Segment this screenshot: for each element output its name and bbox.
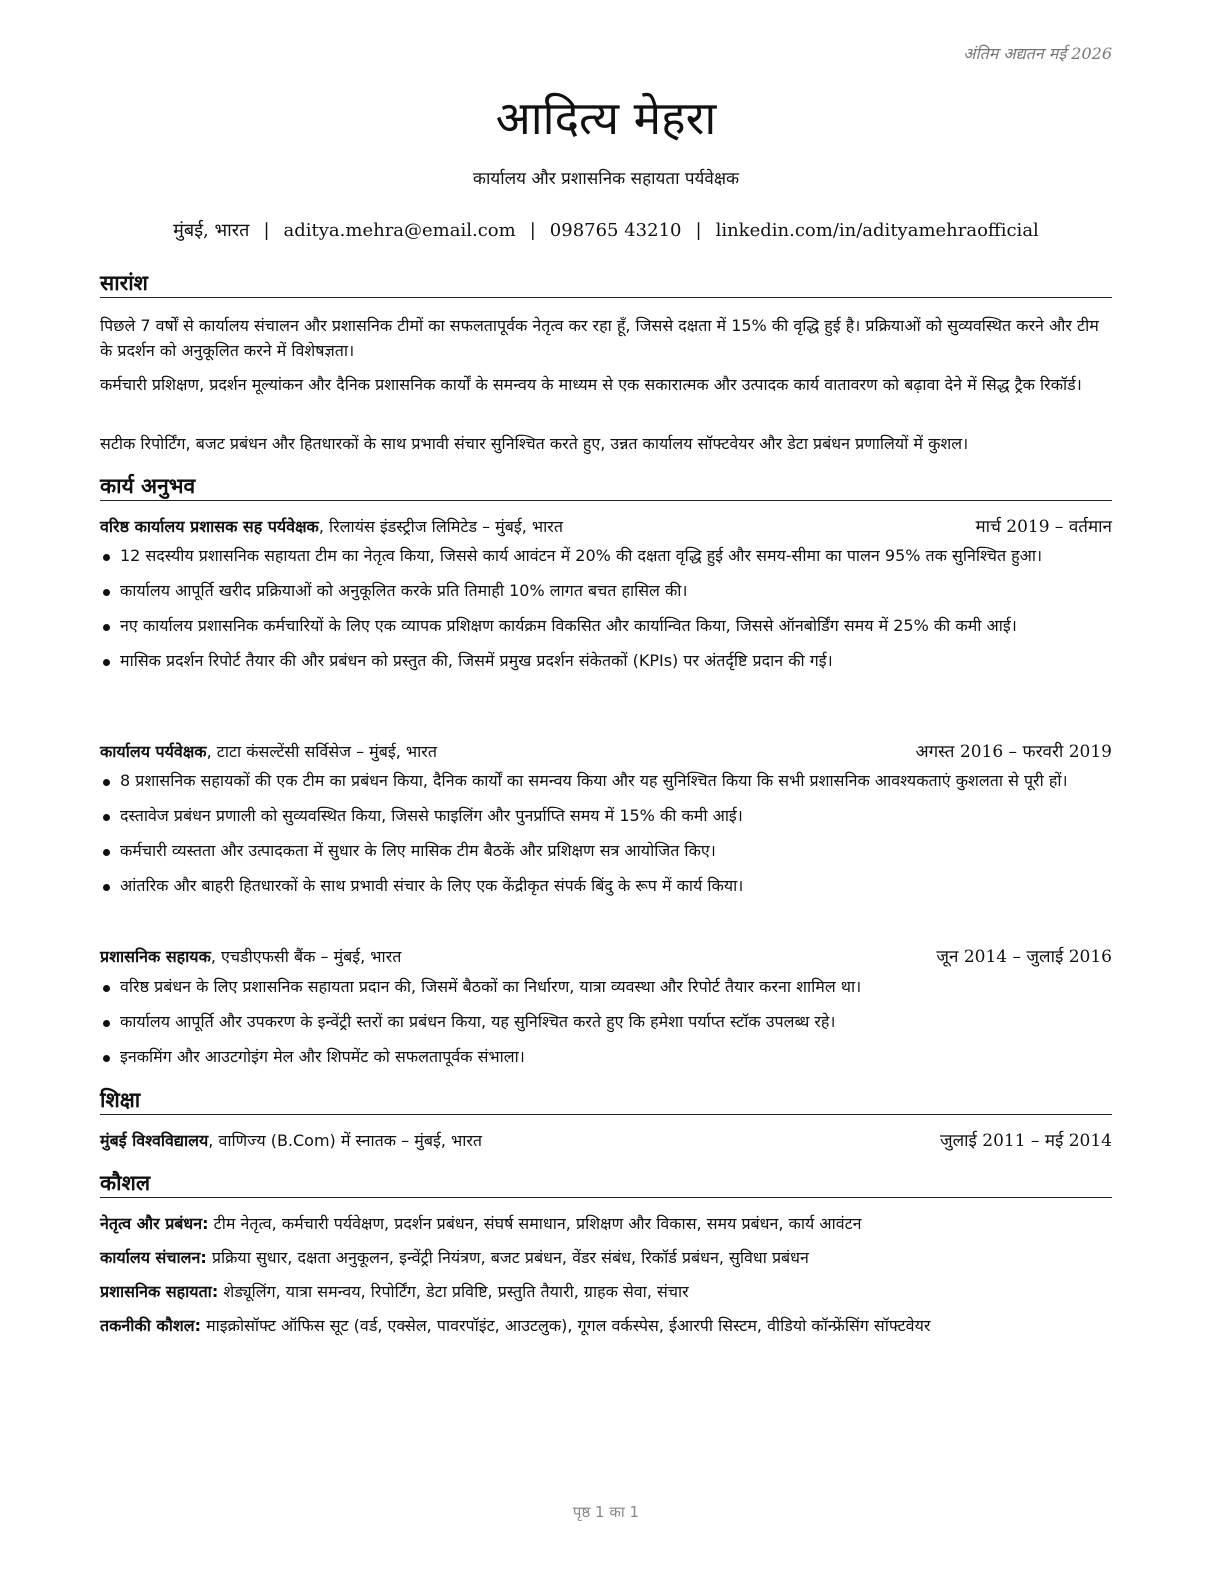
contact-separator: | — [695, 220, 702, 241]
skill-line — [100, 1212, 1112, 1236]
skill-line — [100, 1246, 1112, 1270]
job-bullet: कार्यालय आपूर्ति और उपकरण के इन्वेंट्री स्तरों का प्रबंधन किया, यह सुनिश्चित करते हुए कि हमेशा पर्याप्त स्टॉक उपलब्ध रहे। — [100, 1009, 1112, 1034]
skill-list: टीम नेतृत्व, कर्मचारी पर्यवेक्षण, प्रदर्शन प्रबंधन, संघर्ष समाधान, प्रशिक्षण और विकास, समय प्रबंधन, कार्य आवंटन — [208, 1214, 862, 1233]
page-number: पृष्ठ 1 का 1 — [572, 1503, 640, 1521]
contact-line — [100, 218, 1112, 242]
summary-paragraph: सटीक रिपोर्टिंग, बजट प्रबंधन और हितधारकों के साथ प्रभावी संचार सुनिश्चित करते हुए, उन्नत कार्यालय सॉफ्टवेयर और डेटा प्रबंधन प्रणालियों में कुशल। — [100, 434, 969, 453]
job-bullet: कर्मचारी व्यस्तता और उत्पादकता में सुधार के लिए मासिक टीम बैठकें और प्रशिक्षण सत्र आयोजित किए। — [100, 838, 1112, 863]
summary-paragraph: कर्मचारी प्रशिक्षण, प्रदर्शन मूल्यांकन और दैनिक प्रशासनिक कार्यों के समन्वय के माध्यम से एक सकारात्मक और उत्पादक कार्य वातावरण को बढ़ावा देने में सिद्ध ट्रैक रिकॉर्ड। — [100, 375, 1082, 394]
job-bullet: वरिष्ठ प्रबंधन के लिए प्रशासनिक सहायता प्रदान की, जिसमें बैठकों का निर्धारण, यात्रा व्यवस्था और रिपोर्ट तैयार करना शामिल था। — [100, 974, 1112, 999]
contact-separator: | — [263, 220, 270, 241]
contact-phone: 098765 43210 — [549, 220, 682, 241]
job-bullets — [100, 974, 1112, 1079]
skill-category: प्रशासनिक सहायता: — [100, 1282, 219, 1301]
education-heading: शिक्षा — [100, 1087, 1112, 1115]
skill-line — [100, 1280, 1112, 1304]
education-dates: जुलाई 2011 – मई 2014 — [939, 1131, 1112, 1151]
skill-category: तकनीकी कौशल: — [100, 1316, 201, 1335]
skills-heading: कौशल — [100, 1170, 1112, 1198]
job-header — [100, 945, 1112, 969]
skill-category: कार्यालय संचालन: — [100, 1248, 207, 1267]
job-dates: अगस्त 2016 – फरवरी 2019 — [915, 742, 1112, 762]
job-header — [100, 740, 1112, 764]
candidate-name: आदित्य मेहरा — [495, 91, 717, 145]
job-dates: मार्च 2019 – वर्तमान — [975, 517, 1112, 537]
job-bullet: नए कार्यालय प्रशासनिक कर्मचारियों के लिए एक व्यापक प्रशिक्षण कार्यक्रम विकसित और कार्यान्वित किया, जिससे ऑनबोर्डिंग समय में 25% की कमी आई। — [100, 613, 1112, 638]
skill-list: शेड्यूलिंग, यात्रा समन्वय, रिपोर्टिंग, डेटा प्रविष्टि, प्रस्तुति तैयारी, ग्राहक सेवा, संचार — [218, 1282, 689, 1301]
contact-linkedin-link[interactable]: linkedin.com/in/adityamehraofficial — [715, 220, 1039, 241]
job-bullet: आंतरिक और बाहरी हितधारकों के साथ प्रभावी संचार के लिए एक केंद्रीकृत संपर्क बिंदु के रूप में कार्य किया। — [100, 873, 1112, 898]
contact-location: मुंबई, भारत — [173, 220, 250, 241]
job-organization: , एचडीएफसी बैंक – मुंबई, भारत — [210, 947, 402, 966]
contact-separator: | — [529, 220, 536, 241]
job-dates: जून 2014 – जुलाई 2016 — [936, 947, 1112, 967]
contact-email-link[interactable]: aditya.mehra@email.com — [283, 220, 516, 241]
job-title: प्रशासनिक सहायक — [100, 947, 211, 966]
skill-list: प्रक्रिया सुधार, दक्षता अनुकूलन, इन्वेंट्री नियंत्रण, बजट प्रबंधन, वेंडर संबंध, रिकॉर्ड प्रबंधन, सुविधा प्रबंधन — [206, 1248, 809, 1267]
resume-page — [100, 0, 1112, 1584]
job-title: वरिष्ठ कार्यालय प्रशासक सह पर्यवेक्षक — [100, 517, 319, 536]
skill-line — [100, 1314, 1112, 1338]
experience-heading: कार्य अनुभव — [100, 473, 1112, 501]
job-bullet: 8 प्रशासनिक सहायकों की एक टीम का प्रबंधन किया, दैनिक कार्यों का समन्वय किया और यह सुनिश्चित किया कि सभी प्रशासनिक आवश्यकताएं कुशलता से पूरी हों। — [100, 768, 1112, 793]
job-bullet: 12 सदस्यीय प्रशासनिक सहायता टीम का नेतृत्व किया, जिससे कार्य आवंटन में 20% की दक्षता वृद्धि हुई और समय-सीमा का पालन 95% तक सुनिश्चित हुआ। — [100, 543, 1112, 568]
job-title: कार्यालय और प्रशासनिक सहायता पर्यवेक्षक — [472, 169, 740, 189]
job-bullet: दस्तावेज प्रबंधन प्रणाली को सुव्यवस्थित किया, जिससे फाइलिंग और पुनर्प्राप्ति समय में 15% की कमी आई। — [100, 803, 1112, 828]
job-bullets — [100, 543, 1112, 683]
education-degree: , वाणिज्य (B.Com) में स्नातक – मुंबई, भारत — [208, 1131, 483, 1150]
education-entry — [100, 1129, 1112, 1153]
job-bullets — [100, 768, 1112, 908]
job-organization: , रिलायंस इंडस्ट्रीज लिमिटेड – मुंबई, भारत — [318, 517, 563, 536]
job-header — [100, 515, 1112, 539]
education-school: मुंबई विश्वविद्यालय — [100, 1131, 209, 1150]
summary-paragraph: पिछले 7 वर्षों से कार्यालय संचालन और प्रशासनिक टीमों का सफलतापूर्वक नेतृत्व कर रहा हूँ, जिससे दक्षता में 15% की वृद्धि हुई है। प्रक्रियाओं को सुव्यवस्थित करने और टीम के प्रदर्शन को अनुकूलित करने में विशेषज्ञता। — [100, 316, 1099, 360]
job-organization: , टाटा कंसल्टेंसी सर्विसेज – मुंबई, भारत — [206, 742, 437, 761]
job-bullet: इनकमिंग और आउटगोइंग मेल और शिपमेंट को सफलतापूर्वक संभाला। — [100, 1044, 1112, 1069]
skill-list: माइक्रोसॉफ्ट ऑफिस सूट (वर्ड, एक्सेल, पावरपॉइंट, आउटलुक), गूगल वर्कस्पेस, ईआरपी सिस्टम, वीडियो कॉन्फ्रेंसिंग सॉफ्टवेयर — [201, 1316, 931, 1335]
job-bullet: मासिक प्रदर्शन रिपोर्ट तैयार की और प्रबंधन को प्रस्तुत की, जिसमें प्रमुख प्रदर्शन संकेतकों (KPIs) पर अंतर्दृष्टि प्रदान की गई। — [100, 648, 1112, 673]
last-updated: अंतिम अद्यतन मई 2026 — [963, 44, 1112, 63]
job-title: कार्यालय पर्यवेक्षक — [100, 742, 207, 761]
skill-category: नेतृत्व और प्रबंधन: — [100, 1214, 209, 1233]
job-bullet: कार्यालय आपूर्ति खरीद प्रक्रियाओं को अनुकूलित करके प्रति तिमाही 10% लागत बचत हासिल की। — [100, 578, 1112, 603]
summary-heading: सारांश — [100, 270, 1112, 298]
